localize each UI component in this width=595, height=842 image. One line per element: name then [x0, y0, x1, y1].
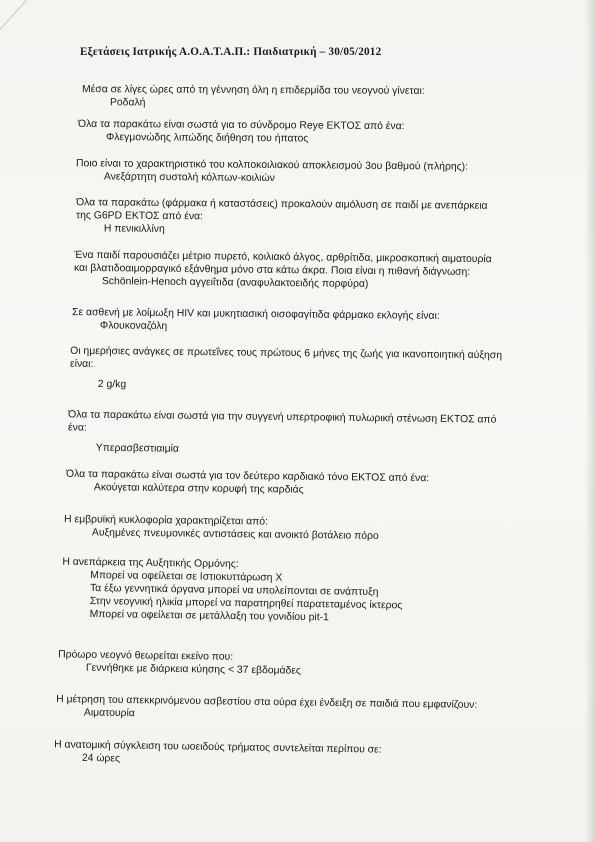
question-text: Όλα τα παρακάτω είναι σωστά για το σύνδρομο Reye ΕΚΤΟΣ από ένα: [78, 118, 405, 133]
answer-text: Ροδαλή [109, 97, 146, 109]
answer-text: Μπορεί να οφείλεται σε μετάλλαξη του γονιδίου pit-1 [89, 609, 329, 624]
answer-text: Schönlein-Henoch αγγειΐτιδα (αναφυλακτοειδής πορφύρα) [101, 276, 369, 290]
answer-text: Αιματουρία [83, 707, 135, 720]
answer-text: Ακούγεται καλύτερα στην κορυφή της καρδιάς [93, 482, 304, 496]
paper-fold-mark [0, 0, 75, 81]
answer-text: Στην νεογνική ηλικία μπορεί να παρατηρηθεί παρατεταμένος ίκτερος [89, 596, 403, 612]
qa-item [78, 118, 405, 146]
qa-item [64, 513, 379, 543]
question-text: Όλα τα παρακάτω είναι σωστά για τον δεύτερο καρδιακό τόνο ΕΚΤΟΣ από ένα: [66, 468, 430, 485]
question-text: Ένα παιδί παρουσιάζει μέτριο πυρετό, κοιλιακό άλγος, αρθρίτιδα, μικροσκοπική αιματουρία [74, 249, 492, 266]
question-text: Οι ημερήσιες ανάγκες σε πρωτεΐνες τους πρώτους 6 μήνες της ζωής για ικανοποιητική αύξηση [70, 345, 503, 362]
question-text-continued: είναι: [69, 358, 94, 370]
qa-item [58, 648, 301, 677]
answer-text: Ανεξάρτητη συστολή κόλπων-κοιλιών [103, 171, 275, 185]
question-text: Όλα τα παρακάτω είναι σωστά για την συγγενή υπερτροφική πυλωρική στένωση ΕΚΤΟΣ από [68, 409, 497, 426]
question-text: Σε ασθενή με λοίμωξη HIV και μυκητιασική οισοφαγίτιδα φάρμακο εκλογής είναι: [72, 307, 440, 322]
question-text-continued: και βλατιδοαιμορραγικό εξάνθημα μόνο στα κάτω άκρα. Ποια είναι η πιθανή διάγνωση: [73, 262, 471, 278]
qa-item [82, 83, 425, 111]
question-text: Η εμβρυϊκή κυκλοφορία χαρακτηρίζεται από: [64, 514, 269, 528]
answer-text: Φλουκοναζόλη [99, 320, 168, 333]
answer-text: 24 ώρες [81, 752, 121, 765]
page-header: Εξετάσεις Ιατρικής Α.Ο.Α.Τ.Α.Π.: Παιδιατρική – 30/05/2012 [80, 46, 382, 58]
question-text: Πρόωρο νεογνό θεωρείται εκείνο που: [58, 649, 234, 663]
question-text: Η μέτρηση του απεκκρινόμενου ασβεστίου στα ούρα έχει ένδειξη σε παιδιά που εμφανίζουν: [56, 694, 478, 711]
question-text: Ποιο είναι το χαρακτηριστικό του κολποκοιλιακού αποκλεισμού 3ου βαθμού (πλήρης): [76, 158, 469, 173]
qa-item [54, 738, 382, 769]
answer-text: Φλεγμονώδης λιπώδης διήθηση του ήπατος [105, 132, 309, 145]
qa-item [62, 556, 403, 626]
qa-item [72, 306, 440, 336]
answer-text: Αυξημένες πνευμονικές αντιστάσεις και ανοικτό βοτάλειο πόρο [91, 527, 379, 542]
question-text: Η ανεπάρκεια της Αυξητικής Ορμόνης: [62, 556, 239, 571]
qa-item [76, 196, 488, 239]
question-text: Όλα τα παρακάτω (φάρμακα ή καταστάσεις) προκαλούν αιμόλυση σε παιδί με ανεπάρκεια [76, 197, 488, 212]
question-text: Η ανατομική σύγκλειση του ωοειδούς τρήματος συντελείται περίπου σε: [54, 739, 382, 756]
qa-item [74, 249, 492, 292]
question-text-continued: της G6PD ΕΚΤΟΣ από ένα: [75, 210, 203, 223]
page-edge-shadow [585, 0, 595, 842]
question-text-continued: ένα: [67, 422, 87, 434]
qa-item [76, 157, 468, 186]
answer-text: Η πενικιλλίνη [103, 223, 165, 235]
answer-text: Γεννήθηκε με διάρκεια κύησης < 37 εβδομάδες [85, 662, 302, 677]
qa-item [56, 693, 478, 725]
answer-text: Τα έξω γεννητικά όργανα μπορεί να υπολείπονται σε ανάπτυξη [89, 583, 379, 599]
answer-text: 2 g/kg [97, 379, 127, 391]
question-text: Μέσα σε λίγες ώρες από τη γέννηση όλη η επιδερμίδα του νεογνού γίνεται: [82, 84, 425, 97]
qa-item [66, 468, 429, 498]
answer-text: Μπορεί να οφείλεται σε Ιστιοκυττάρωση Χ [90, 570, 283, 584]
answer-text: Υπερασβεστιαιμία [95, 442, 179, 455]
qa-item [68, 408, 497, 459]
qa-item [70, 345, 502, 396]
